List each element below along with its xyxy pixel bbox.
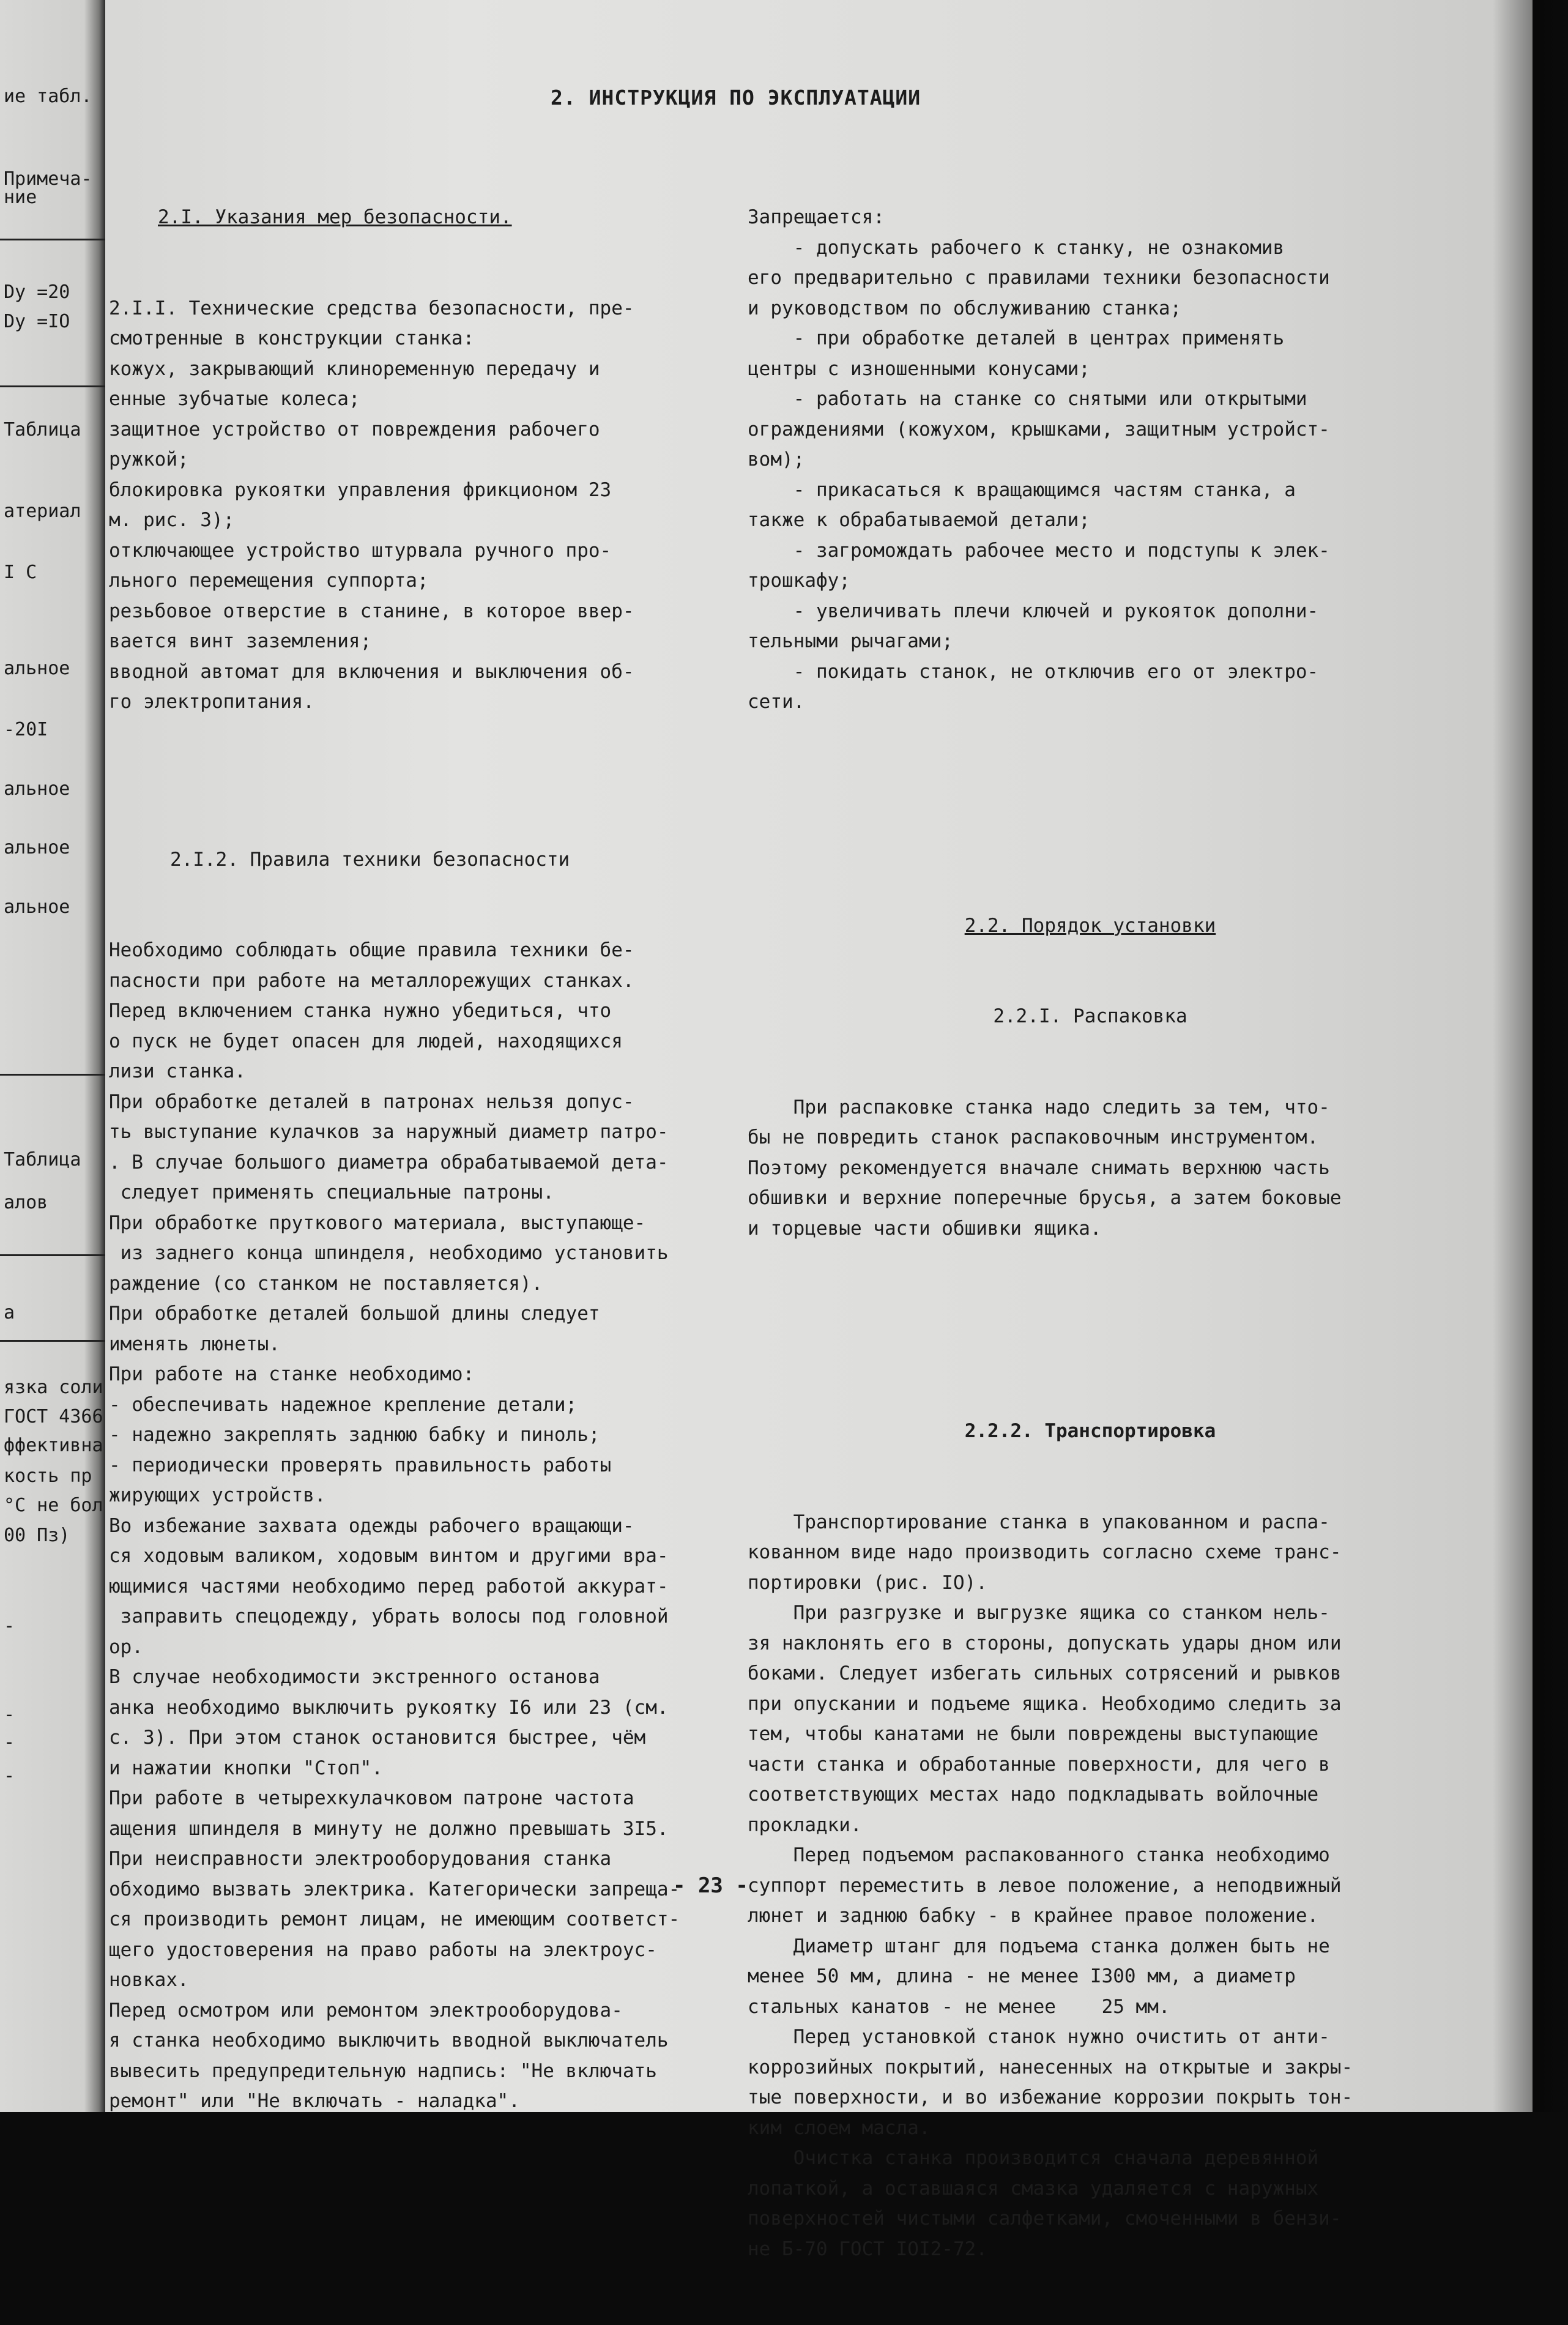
- text-line: не Б-70 ГОСТ IOI2-72.: [748, 2238, 987, 2260]
- text-line: обшивки и верхние поперечные брусья, а затем боковые: [748, 1187, 1342, 1209]
- text-line: о пуск не будет опасен для людей, находящихся: [109, 1030, 623, 1052]
- edge-table-rule: [0, 239, 105, 240]
- text-line: тем, чтобы канатами не были повреждены выступающие: [748, 1723, 1319, 1745]
- text-line: При распаковке станка надо следить за тем, что-: [748, 1096, 1330, 1118]
- text-line: раждение (со станком не поставляется).: [109, 1272, 543, 1295]
- text-line: из заднего конца шпинделя, необходимо установить: [109, 1242, 669, 1264]
- edge-fragment: альное: [4, 896, 70, 918]
- edge-fragment: Dy =20: [4, 281, 70, 303]
- text-line: и руководством по обслуживанию станка;: [748, 297, 1182, 319]
- text-line: При обработке пруткового материала, выступающе-: [109, 1211, 646, 1234]
- text-line: ся производить ремонт лицам, не имеющим соответст-: [109, 1908, 680, 1930]
- text-line: сети.: [748, 691, 805, 713]
- text-line: при опускании и подъеме ящика. Необходимо следить за: [748, 1692, 1342, 1715]
- text-line: Очистка станка производится сначала деревянной: [748, 2147, 1319, 2169]
- text-line: защитное устройство от повреждения рабочего: [109, 418, 600, 441]
- edge-fragment: ие табл.: [4, 86, 92, 107]
- section-heading-2-2-1: 2.2.I. Распаковка: [993, 1005, 1187, 1027]
- text-line: поверхностей чистыми салфетками, смоченными в бензи-: [748, 2208, 1342, 2230]
- text-line: лизи станка.: [109, 1060, 246, 1082]
- text-line: Необходимо соблюдать общие правила техники бе-: [109, 939, 634, 961]
- text-line: ор.: [109, 1635, 143, 1658]
- edge-table-rule: [0, 1074, 105, 1076]
- text-line: жирующих устройств.: [109, 1484, 326, 1506]
- text-line: тельными рычагами;: [748, 630, 953, 652]
- edge-fragment: -: [4, 1704, 15, 1725]
- text-line: части станка и обработанные поверхности, для чего в: [748, 1753, 1330, 1776]
- text-line: также к обрабатываемой детали;: [748, 509, 1090, 531]
- text-line: кожух, закрывающий клиноременную передачу и: [109, 357, 600, 380]
- text-line: отключающее устройство штурвала ручного про-: [109, 539, 612, 562]
- section-heading-2-1-2: 2.I.2. Правила техники безопасности: [170, 848, 570, 871]
- page-number: - 23 -: [673, 1873, 748, 1898]
- edge-fragment: Примеча-: [4, 168, 92, 190]
- text-line: щего удостоверения на право работы на электроус-: [109, 1938, 657, 1961]
- text-line: соответствующих местах надо подкладывать войлочные: [748, 1784, 1319, 1806]
- text-line: го электропитания.: [109, 691, 314, 713]
- edge-fragment: ффективна: [4, 1435, 103, 1456]
- text-line: Перед включением станка нужно убедиться, что: [109, 1000, 612, 1022]
- text-line: При неисправности электрооборудования станка: [109, 1848, 612, 1870]
- edge-fragment: °С не бол: [4, 1495, 103, 1516]
- text-line: В случае необходимости экстренного останова: [109, 1666, 600, 1688]
- text-line: боками. Следует избегать сильных сотрясений и рывков: [748, 1662, 1342, 1684]
- edge-fragment: ние: [4, 187, 37, 208]
- text-line: бы не повредить станок распаковочным инструментом.: [748, 1126, 1319, 1148]
- page-title: 2. ИНСТРУКЦИЯ ПО ЭКСПЛУАТАЦИИ: [551, 86, 921, 110]
- paragraph-2-1-1: [109, 294, 696, 718]
- text-line: зя наклонять его в стороны, допускать удары дном или: [748, 1632, 1342, 1654]
- edge-fragment: -: [4, 1615, 15, 1637]
- text-line: ся ходовым валиком, ходовым винтом и другими вра-: [109, 1545, 669, 1567]
- section-heading-2-2: 2.2. Порядок установки: [964, 914, 1216, 937]
- text-line: анка необходимо выключить рукоятку I6 или 23 (см.: [109, 1696, 669, 1719]
- paragraph-2-2-1: [748, 1093, 1433, 1244]
- text-line: Транспортирование станка в упакованном и распа-: [748, 1511, 1330, 1533]
- text-line: трошкафу;: [748, 570, 850, 592]
- text-line: тые поверхности, и во избежание коррозии покрыть тон-: [748, 2086, 1353, 2108]
- text-line: - покидать станок, не отключив его от электро-: [748, 660, 1319, 683]
- text-line: суппорт переместить в левое положение, а неподвижный: [748, 1874, 1342, 1897]
- edge-fragment: ГОСТ 4366: [4, 1406, 103, 1427]
- text-line: его предварительно с правилами техники безопасности: [748, 267, 1330, 289]
- edge-fragment: -: [4, 1765, 15, 1787]
- text-line: портировки (рис. IO).: [748, 1571, 987, 1594]
- text-line: льного перемещения суппорта;: [109, 570, 429, 592]
- text-line: ограждениями (кожухом, крышками, защитным устройст-: [748, 418, 1330, 441]
- text-line: и нажатии кнопки "Стоп".: [109, 1757, 383, 1779]
- text-line: коррозийных покрытий, нанесенных на открытые и закры-: [748, 2056, 1353, 2078]
- text-line: Запрещается:: [748, 206, 885, 228]
- text-line: менее 50 мм, длина - не менее I300 мм, а диаметр: [748, 1965, 1296, 1987]
- edge-fragment: I C: [4, 562, 37, 583]
- text-line: ть выступание кулачков за наружный диаметр патро-: [109, 1121, 669, 1143]
- text-line: блокировка рукоятки управления фрикционом 23: [109, 478, 612, 501]
- edge-fragment: Таблица: [4, 1149, 81, 1170]
- edge-fragment: Dy =IO: [4, 311, 70, 332]
- text-line: центры с изношенными конусами;: [748, 357, 1090, 380]
- left-column: [109, 142, 696, 2178]
- edge-fragment: -: [4, 1732, 15, 1753]
- edge-fragment: -20I: [4, 719, 48, 740]
- text-line: Поэтому рекомендуется вначале снимать верхнюю часть: [748, 1156, 1330, 1179]
- text-line: кованном виде надо производить согласно схеме транс-: [748, 1541, 1342, 1563]
- text-line: При разгрузке и выгрузке ящика со станком нель-: [748, 1602, 1330, 1624]
- edge-table-rule: [0, 1340, 105, 1342]
- text-line: При обработке деталей в патронах нельзя допус-: [109, 1090, 634, 1113]
- edge-fragment: атериал: [4, 500, 81, 522]
- text-line: ким слоем масла.: [748, 2116, 931, 2139]
- text-line: заправить спецодежду, убрать волосы под головной: [109, 1605, 669, 1628]
- binding-shadow: [1493, 0, 1568, 2112]
- edge-table-rule: [0, 1254, 105, 1256]
- edge-fragment: 00 Пз): [4, 1525, 70, 1546]
- paragraph-2-1-2: [109, 936, 696, 2117]
- section-heading-2-1: 2.I. Указания мер безопасности.: [158, 206, 512, 228]
- paragraph-2-2-2: [748, 1508, 1433, 2265]
- text-line: Диаметр штанг для подъема станка должен быть не: [748, 1935, 1330, 1957]
- text-line: ремонт" или "Не включать - наладка".: [109, 2090, 520, 2112]
- text-line: вом);: [748, 448, 805, 471]
- text-line: Перед осмотром или ремонтом электрооборудова-: [109, 1999, 623, 2022]
- text-line: ружкой;: [109, 448, 189, 471]
- text-line: - обеспечивать надежное крепление детали;: [109, 1393, 578, 1416]
- text-line: люнет и заднюю бабку - в крайнее правое положение.: [748, 1905, 1319, 1927]
- edge-fragment: альное: [4, 837, 70, 858]
- right-column: [748, 142, 1433, 2325]
- text-line: следует применять специальные патроны.: [109, 1181, 554, 1203]
- text-line: стальных канатов - не менее 25 мм.: [748, 1995, 1170, 2018]
- text-line: . В случае большого диаметра обрабатываемой дета-: [109, 1151, 669, 1174]
- section-heading-2-2-2: 2.2.2. Транспортировка: [964, 1420, 1216, 1442]
- text-line: вывесить предупредительную надпись: "Не включать: [109, 2059, 657, 2082]
- edge-table-rule: [0, 385, 105, 387]
- text-line: - прикасаться к вращающимся частям станка, а: [748, 478, 1296, 501]
- text-line: 2.I.I. Технические средства безопасности, пре-: [109, 297, 634, 319]
- text-line: При обработке деталей большой длины следует: [109, 1303, 600, 1325]
- edge-fragment: язка соли: [4, 1377, 103, 1398]
- edge-fragment: кость пр: [4, 1465, 92, 1487]
- prohibited-list: [748, 203, 1433, 718]
- text-line: Во избежание захвата одежды рабочего вращающи-: [109, 1514, 634, 1537]
- edge-fragment: альное: [4, 778, 70, 800]
- text-line: ащения шпинделя в минуту не должно превышать 3I5.: [109, 1817, 669, 1840]
- text-line: При работе в четырехкулачковом патроне частота: [109, 1787, 634, 1809]
- text-line: обходимо вызвать электрика. Категорически запреща-: [109, 1878, 680, 1900]
- edge-fragment: альное: [4, 658, 70, 679]
- text-line: с. 3). При этом станок остановится быстрее, чём: [109, 1727, 646, 1749]
- previous-page-edge: [0, 0, 105, 2112]
- text-line: - работать на станке со снятыми или открытыми: [748, 388, 1307, 410]
- text-line: пасности при работе на металлорежущих станках.: [109, 969, 634, 992]
- edge-fragment: Таблица: [4, 419, 81, 441]
- text-line: лопаткой, а оставшаяся смазка удаляется с наружных: [748, 2177, 1319, 2200]
- text-line: - при обработке деталей в центрах применять: [748, 327, 1285, 349]
- text-line: и торцевые части обшивки ящика.: [748, 1217, 1102, 1240]
- text-line: Перед установкой станок нужно очистить от анти-: [748, 2026, 1330, 2048]
- text-line: именять люнеты.: [109, 1333, 280, 1355]
- text-line: ющимися частями необходимо перед работой аккурат-: [109, 1575, 669, 1598]
- text-line: - загромождать рабочее место и подступы к элек-: [748, 539, 1330, 562]
- text-line: прокладки.: [748, 1813, 862, 1836]
- text-line: - периодически проверять правильность работы: [109, 1454, 612, 1476]
- edge-fragment: алов: [4, 1192, 48, 1213]
- text-line: енные зубчатые колеса;: [109, 388, 360, 410]
- text-line: резьбовое отверстие в станине, в которое ввер-: [109, 600, 634, 622]
- text-line: вводной автомат для включения и выключения об-: [109, 660, 634, 683]
- text-line: - увеличивать плечи ключей и рукояток дополни-: [748, 600, 1319, 622]
- text-line: вается винт заземления;: [109, 630, 372, 652]
- text-line: я станка необходимо выключить вводной выключатель: [109, 2029, 669, 2052]
- text-line: - надежно закреплять заднюю бабку и пиноль;: [109, 1424, 600, 1446]
- text-line: При работе на станке необходимо:: [109, 1363, 475, 1385]
- text-line: новках.: [109, 1969, 189, 1991]
- edge-fragment: а: [4, 1302, 15, 1323]
- text-line: м. рис. 3);: [109, 509, 235, 531]
- text-line: смотренные в конструкции станка:: [109, 327, 475, 349]
- text-line: - допускать рабочего к станку, не ознакомив: [748, 236, 1285, 259]
- text-line: Перед подъемом распакованного станка необходимо: [748, 1844, 1330, 1866]
